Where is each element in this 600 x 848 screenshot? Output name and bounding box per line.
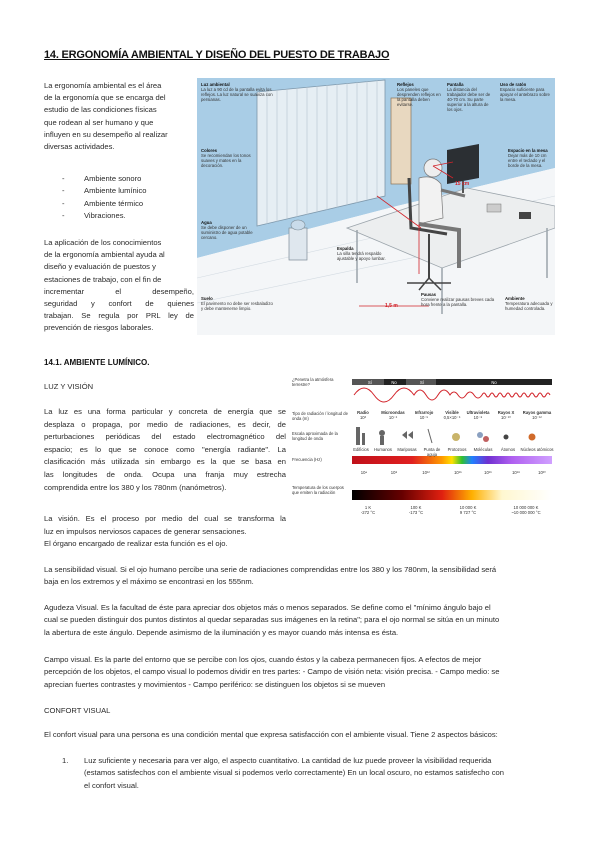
scale-item: Punta de aguja bbox=[423, 447, 441, 457]
label-pantalla: Pantalla La distancia del trabajador debe ser de 40-70 cm. Su parte superior a la altura de los ojos. bbox=[447, 82, 491, 112]
scale-item: Edificios bbox=[353, 447, 369, 452]
freq-tick: 10¹² bbox=[422, 470, 430, 475]
label-ambiente: Ambiente Temperatura adecuada y humedad controlada. bbox=[505, 296, 553, 311]
sensibilidad-paragraph: La sensibilidad visual. Si el ojo humano percibe una serie de radiaciones comprendidas entre los 380 y los 780nm, la sensibilidad será baja en los extremos y el máximo se encontrasi en los 555nm. bbox=[44, 565, 497, 587]
band-rayos-gamma: Rayos gamma 10⁻¹² bbox=[522, 410, 552, 420]
temp-tick: 100 K -173 °C bbox=[408, 505, 424, 515]
agudeza-paragraph: Agudeza Visual. Es la facultad de éste para apreciar dos objetos más o menos separados. Se define como el "mínimo ángulo bajo el cual se pueden distinguir dos puntos distintos al quedar separadas sus imágenes en la retina"; para el ojo normal se sitúa en un minuto la abertura de este ángulo. Depende asimismo de la iluminación y es mayor cuando más intensa es ésta. bbox=[44, 603, 500, 637]
label-pausas: Pausas Conviene realizar pausas breves cada hora frente a la pantalla. bbox=[421, 292, 495, 307]
scale-item: Humanos bbox=[374, 447, 392, 452]
freq-tick: 10⁴ bbox=[360, 470, 368, 475]
scale-label: Escala aproximada de la longitud de onda bbox=[292, 431, 338, 441]
freq-tick: 10¹⁸ bbox=[512, 470, 520, 475]
intro-paragraph-2: La aplicación de los conocimientos de la ergonomía ambiental ayuda al diseño y evaluación de puestos y estaciones de trabajo, con el fin de incrementar el desempeño, seguridad y confort de quienes trabajan. Se regula por PRL ley de prevención de riesgos laborales. bbox=[44, 238, 194, 333]
band-microondas: Microondas 10⁻² bbox=[381, 410, 405, 420]
atm-yes-1: Sí bbox=[368, 380, 372, 385]
atm-no-1: No bbox=[391, 380, 397, 385]
subheading-confort: CONFORT VISUAL bbox=[44, 706, 111, 715]
band-visible: Visible 0,5×10⁻⁶ bbox=[443, 410, 461, 420]
type-label: Tipo de radiación / longitud de onda (m) bbox=[292, 411, 348, 421]
confort-paragraph: El confort visual para una persona es una condición mental que expresa satisfacción con el ambiente visual. Tiene 2 aspectos básicos: bbox=[44, 730, 498, 739]
scale-item: Núcleos atómicos bbox=[520, 447, 554, 452]
frequency-label: Frecuencia (Hz) bbox=[292, 457, 322, 462]
list-item: - Ambiente térmico bbox=[62, 198, 144, 208]
scale-item: Moléculas bbox=[473, 447, 493, 452]
atmosphere-question: ¿Penetra la atmósfera terrestre? bbox=[292, 377, 334, 387]
band-ultravioleta: Ultravioleta 10⁻⁸ bbox=[466, 410, 490, 420]
freq-tick: 10¹⁵ bbox=[454, 470, 462, 475]
freq-tick: 10⁸ bbox=[390, 470, 398, 475]
label-colores: Colores Se recomiendan los tonos suaves y mates en la decoración. bbox=[201, 148, 251, 168]
band-rayos-x: Rayos X 10⁻¹⁰ bbox=[497, 410, 515, 420]
scale-item: Átomos bbox=[500, 447, 516, 452]
spectrum-figure bbox=[292, 371, 556, 551]
atm-no-2: No bbox=[491, 380, 497, 385]
band-radio: Radio 10³ bbox=[357, 410, 369, 420]
subheading-luz-vision: LUZ Y VISIÓN bbox=[44, 382, 94, 391]
temp-tick: 10 000 K 9 727 °C bbox=[459, 505, 477, 515]
label-espalda: Espalda La silla tendrá respaldo ajustable y apoyo lumbar. bbox=[337, 246, 386, 261]
label-suelo: Suelo El pavimento no debe ser resbaladizo y debe mantenerse limpio. bbox=[201, 296, 273, 311]
list-item: - Vibraciones. bbox=[62, 211, 126, 221]
atm-yes-2: Sí bbox=[420, 380, 424, 385]
confort-item-1: Luz suficiente y necesaria para ver algo, el aspecto cuantitativo. La cantidad de luz puede proveer la visibilidad requerida (estamos satisfechos con el ambiente visual si podemos verlo correctamente) En un local oscuro, no estamos satisfecho con el confort visual. bbox=[84, 756, 504, 790]
label-uso-raton: Uso de ratón Espacio suficiente para apoyar el antebrazo sobre la mesa. bbox=[500, 82, 550, 102]
scale-item: Protozoos bbox=[447, 447, 467, 452]
distance-measure: 1,5 m bbox=[385, 303, 398, 309]
label-espacio-mesa: Espacio en la mesa Dejar más de 10 cm entre el teclado y el borde de la mesa. bbox=[508, 148, 548, 168]
label-luz-ambiental: Luz ambiental La luz a 90 cd de la pantalla evita los reflejos. La luz natural se suaviza con persianas. bbox=[201, 82, 273, 102]
page-title: 14. ERGONOMÍA AMBIENTAL Y DISEÑO DEL PUESTO DE TRABAJO bbox=[44, 49, 390, 61]
angle-measure: 15 cm bbox=[455, 181, 470, 187]
label-reflejos: Reflejos Los paneles que desprenden reflejos en la pantalla deben evitarse. bbox=[397, 82, 441, 107]
band-infrarrojo: Infrarrojo 10⁻⁵ bbox=[414, 410, 434, 420]
environment-list bbox=[62, 173, 146, 223]
temp-tick: 1 K -272 °C bbox=[360, 505, 376, 515]
list-item: - Ambiente sonoro bbox=[62, 174, 142, 183]
luz-paragraph: La luz es una forma particular y concreta de energía que se desplaza o propaga, por medio de radiaciones, es decir, de perturbaciones periódicas del estado electromagnético del espacio; es lo que se conoce como "energía radiante". La clasificación más utilizada sin embargo es la que se basa en las longitudes de onda. Ocupa una franja muy estrecha comprendida entre los 380 y los 780nm (nanómetros). bbox=[44, 407, 286, 492]
freq-tick: 10²⁰ bbox=[538, 470, 546, 475]
list-number: 1. bbox=[62, 756, 69, 765]
scale-item: Mariposas bbox=[397, 447, 417, 452]
list-item: - Ambiente lumínico bbox=[62, 186, 147, 196]
freq-tick: 10¹⁶ bbox=[484, 470, 492, 475]
vision-paragraph: La visión. Es el proceso por medio del cual se transforma la luz en impulsos nerviosos capaces de generar sensaciones. El órgano encargado de realizar esta función es el ojo. bbox=[44, 514, 286, 549]
intro-paragraph: La ergonomía ambiental es el área de la ergonomía que se encarga del estudio de las condiciones físicas que rodean al ser humano y que influyen en su desempeño al realizar diversas actividades. bbox=[44, 81, 168, 152]
temperature-label: Temperatura de los cuerpos que emiten la radiación bbox=[292, 485, 344, 495]
workplace-illustration bbox=[197, 78, 555, 335]
temp-tick: 10 000 000 K ~10 000 000 °C bbox=[511, 505, 541, 515]
campo-paragraph: Campo visual. Es la parte del entorno que se percibe con los ojos, cuando éstos y la cabeza permanecen fijos. A efectos de mejor percepción de los objetos, el campo visual lo podemos dividir en tres partes: - Campo de visión neta: visión precisa. - Campo medio: se aprecian fuertes contrastes y movimientos - Campo periférico: se distinguen los objetos si se mueven bbox=[44, 655, 500, 689]
section-heading: 14.1. AMBIENTE LUMÍNICO. bbox=[44, 358, 150, 367]
label-agua: Agua Se debe disponer de un suministro de agua potable cercano. bbox=[201, 220, 253, 240]
